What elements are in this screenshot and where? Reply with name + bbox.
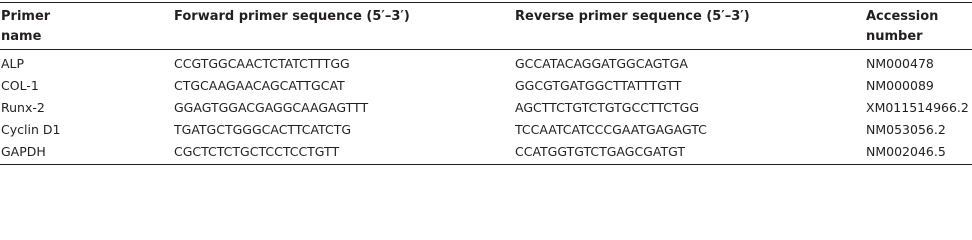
- forward-sequence-cell: CTGCAAGAACAGCATTGCAT: [174, 78, 345, 93]
- table-row: [0, 76, 972, 95]
- accession-cell: NM053056.2: [866, 122, 946, 137]
- header-accession-line1: Accession: [866, 9, 939, 24]
- header-accession-line2: number: [866, 29, 923, 44]
- primer-name-cell: ALP: [1, 56, 25, 71]
- header-accession-number: [866, 7, 938, 47]
- forward-sequence-cell: GGAGTGGACGAGGCAAGAGTTT: [174, 100, 369, 115]
- accession-cell: XM011514966.2: [866, 100, 969, 115]
- bottom-rule: [0, 164, 972, 165]
- header-forward-sequence: Forward primer sequence (5′–3′): [174, 9, 410, 24]
- header-primer-name-line2: name: [1, 29, 42, 44]
- reverse-sequence-cell: TCCAATCATCCCGAATGAGAGTC: [515, 122, 707, 137]
- reverse-sequence-cell: AGCTTCTGTCTGTGCCTTCTGG: [515, 100, 700, 115]
- primer-name-cell: Runx-2: [1, 100, 45, 115]
- table-row: [0, 142, 972, 161]
- forward-sequence-cell: CGCTCTCTGCTCCTCCTGTT: [174, 144, 340, 159]
- reverse-sequence-cell: CCATGGTGTCTGAGCGATGT: [515, 144, 685, 159]
- header-primer-name-line1: Primer: [1, 9, 51, 24]
- table-row: [0, 98, 972, 117]
- header-primer-name: [1, 7, 50, 47]
- forward-sequence-cell: CCGTGGCAACTCTATCTTTGG: [174, 56, 350, 71]
- reverse-sequence-cell: GCCATACAGGATGGCAGTGA: [515, 56, 688, 71]
- reverse-sequence-cell: GGCGTGATGGCTTATTTGTT: [515, 78, 682, 93]
- accession-cell: NM000478: [866, 56, 934, 71]
- primer-name-cell: COL-1: [1, 78, 39, 93]
- primer-name-cell: GAPDH: [1, 144, 46, 159]
- forward-sequence-cell: TGATGCTGGGCACTTCATCTG: [174, 122, 352, 137]
- header-reverse-sequence: Reverse primer sequence (5′–3′): [515, 9, 750, 24]
- accession-cell: NM000089: [866, 78, 934, 93]
- table-row: [0, 120, 972, 139]
- top-rule: [0, 2, 972, 3]
- primer-name-cell: Cyclin D1: [1, 122, 61, 137]
- accession-cell: NM002046.5: [866, 144, 946, 159]
- header-rule: [0, 49, 972, 50]
- table-row: [0, 54, 972, 73]
